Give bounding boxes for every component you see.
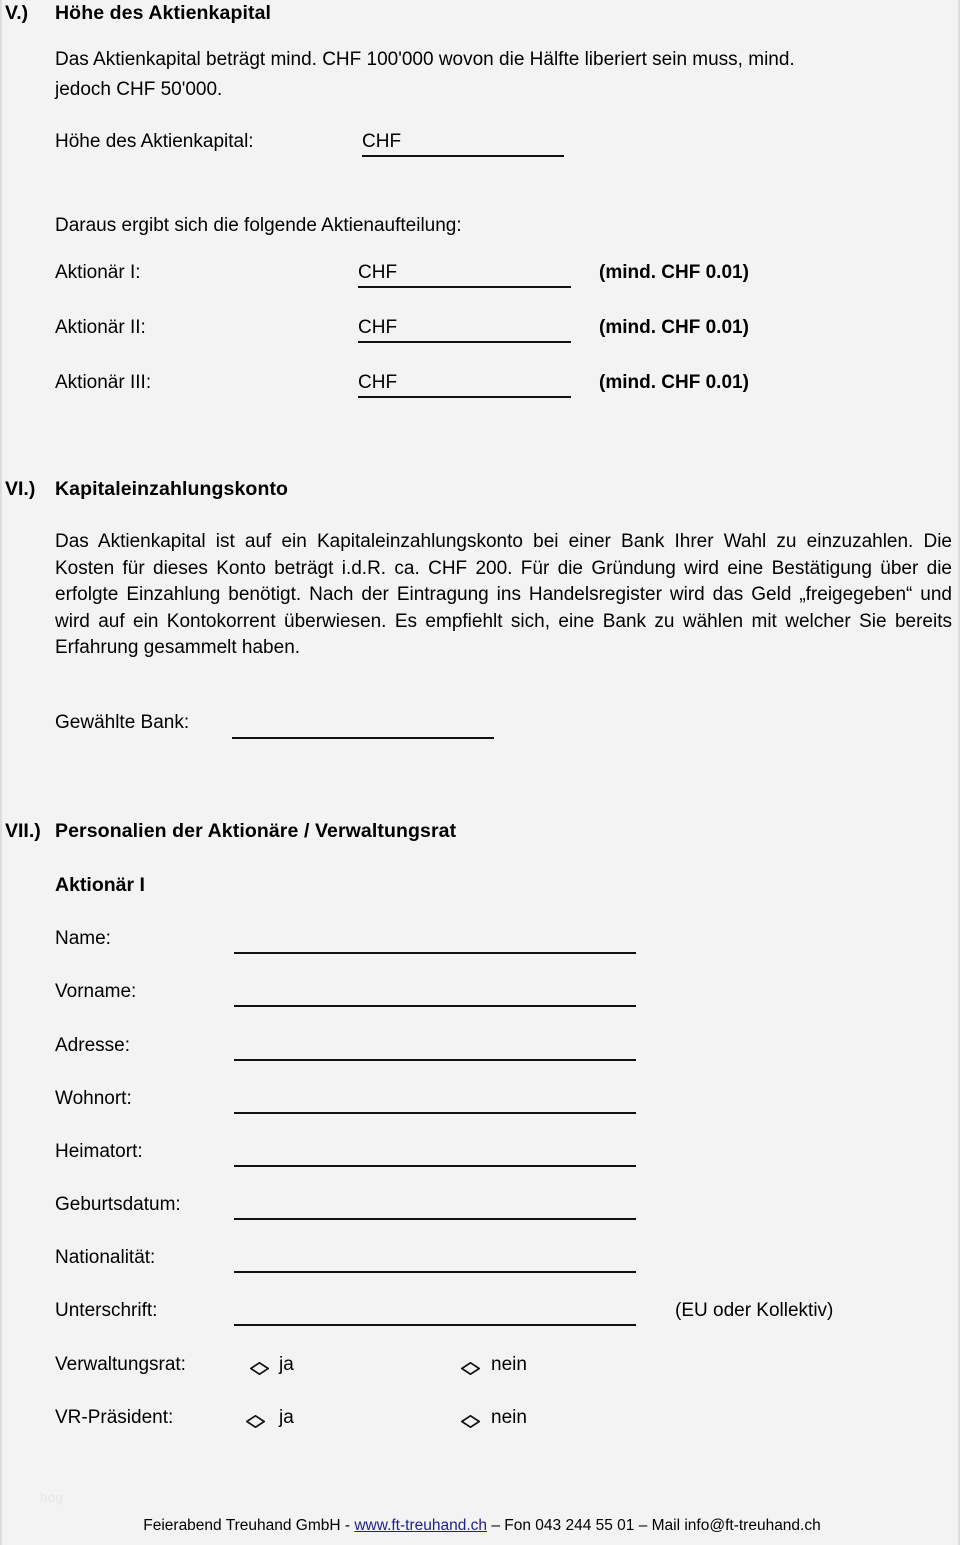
section-vii-subtitle: Aktionär I bbox=[55, 874, 145, 896]
capital-amount-blank[interactable] bbox=[362, 155, 564, 157]
shareholder-1-currency: CHF bbox=[358, 262, 398, 283]
field-blank-vorname[interactable] bbox=[234, 1005, 636, 1007]
checkbox-row-label-vr-praesident: VR-Präsident: bbox=[55, 1407, 174, 1428]
checkbox-vr-praesident-nein[interactable] bbox=[461, 1415, 480, 1428]
footer-contact: – Fon 043 244 55 01 – Mail info@ft-treuhand.ch bbox=[487, 1517, 821, 1534]
shareholder-3-note: (mind. CHF 0.01) bbox=[599, 372, 749, 393]
field-blank-unterschrift[interactable] bbox=[234, 1324, 636, 1326]
section-vii-number: VII.) bbox=[5, 820, 41, 842]
shareholder-3-label: Aktionär III: bbox=[55, 372, 152, 393]
shareholder-3-currency: CHF bbox=[358, 372, 398, 393]
share-split-intro: Daraus ergibt sich die folgende Aktienaufteilung: bbox=[55, 215, 462, 236]
field-label-heimatort: Heimatort: bbox=[55, 1141, 143, 1162]
section-v-title: Höhe des Aktienkapital bbox=[55, 2, 272, 24]
field-blank-heimatort[interactable] bbox=[234, 1165, 636, 1167]
field-label-geburtsdatum: Geburtsdatum: bbox=[55, 1194, 181, 1215]
field-label-nationalitaet: Nationalität: bbox=[55, 1247, 156, 1268]
chosen-bank-label: Gewählte Bank: bbox=[55, 712, 190, 733]
section-vii-title: Personalien der Aktionäre / Verwaltungsrat bbox=[55, 820, 457, 842]
capital-amount-currency: CHF bbox=[362, 131, 402, 152]
shareholder-3-blank[interactable] bbox=[358, 396, 571, 398]
checkbox-row-label-verwaltungsrat: Verwaltungsrat: bbox=[55, 1354, 186, 1375]
chosen-bank-blank[interactable] bbox=[232, 737, 494, 739]
field-blank-geburtsdatum[interactable] bbox=[234, 1218, 636, 1220]
shareholder-2-currency: CHF bbox=[358, 317, 398, 338]
shareholder-2-label: Aktionär II: bbox=[55, 317, 146, 338]
checkbox-label-verwaltungsrat-ja: ja bbox=[279, 1354, 294, 1375]
field-label-wohnort: Wohnort: bbox=[55, 1088, 132, 1109]
checkbox-verwaltungsrat-nein[interactable] bbox=[461, 1362, 480, 1375]
section-vi-paragraph: Das Aktienkapital ist auf ein Kapitaleinzahlungskonto bei einer Bank Ihrer Wahl zu einzuzahlen. Die Kosten für dieses Konto beträgt i.d.R. ca. CHF 200. Für die Gründung wird eine Bestätigung über die erfolgte Einzahlung benötigt. Nach der Eintragung ins Handelsregister wird das Geld „freigegeben“ und wird auf ein Kontokorrent überwiesen. Es empfiehlt sich, eine Bank zu wählen mit welcher Sie bereits Erfahrung gesammelt haben. bbox=[55, 531, 952, 659]
capital-amount-label: Höhe des Aktienkapital: bbox=[55, 131, 254, 152]
field-note-unterschrift: (EU oder Kollektiv) bbox=[675, 1300, 834, 1321]
field-blank-name[interactable] bbox=[234, 952, 636, 954]
field-label-unterschrift: Unterschrift: bbox=[55, 1300, 158, 1321]
footer-website-link[interactable]: www.ft-treuhand.ch bbox=[354, 1517, 488, 1534]
section-v-intro-line2: jedoch CHF 50'000. bbox=[55, 79, 223, 100]
field-blank-adresse[interactable] bbox=[234, 1059, 636, 1061]
shareholder-2-note: (mind. CHF 0.01) bbox=[599, 317, 749, 338]
section-v-intro-line1: Das Aktienkapital beträgt mind. CHF 100'000 wovon die Hälfte liberiert sein muss, mind. bbox=[55, 49, 795, 70]
shareholder-1-note: (mind. CHF 0.01) bbox=[599, 262, 749, 283]
footer-company: Feierabend Treuhand GmbH - bbox=[143, 1517, 355, 1534]
shareholder-1-label: Aktionär I: bbox=[55, 262, 141, 283]
field-label-vorname: Vorname: bbox=[55, 981, 137, 1002]
checkbox-label-vr-praesident-ja: ja bbox=[279, 1407, 294, 1428]
field-blank-wohnort[interactable] bbox=[234, 1112, 636, 1114]
footer bbox=[2, 1517, 960, 1535]
section-vi-title: Kapitaleinzahlungskonto bbox=[55, 478, 289, 500]
shareholder-1-blank[interactable] bbox=[358, 286, 571, 288]
section-v-number: V.) bbox=[5, 2, 29, 24]
checkbox-vr-praesident-ja[interactable] bbox=[246, 1415, 265, 1428]
field-blank-nationalitaet[interactable] bbox=[234, 1271, 636, 1273]
shareholder-2-blank[interactable] bbox=[358, 341, 571, 343]
field-label-name: Name: bbox=[55, 928, 111, 949]
field-label-adresse: Adresse: bbox=[55, 1035, 130, 1056]
page-watermark: hog bbox=[40, 1490, 64, 1505]
checkbox-verwaltungsrat-ja[interactable] bbox=[250, 1362, 269, 1375]
checkbox-label-verwaltungsrat-nein: nein bbox=[491, 1354, 527, 1375]
section-vi-number: VI.) bbox=[5, 478, 36, 500]
checkbox-label-vr-praesident-nein: nein bbox=[491, 1407, 527, 1428]
